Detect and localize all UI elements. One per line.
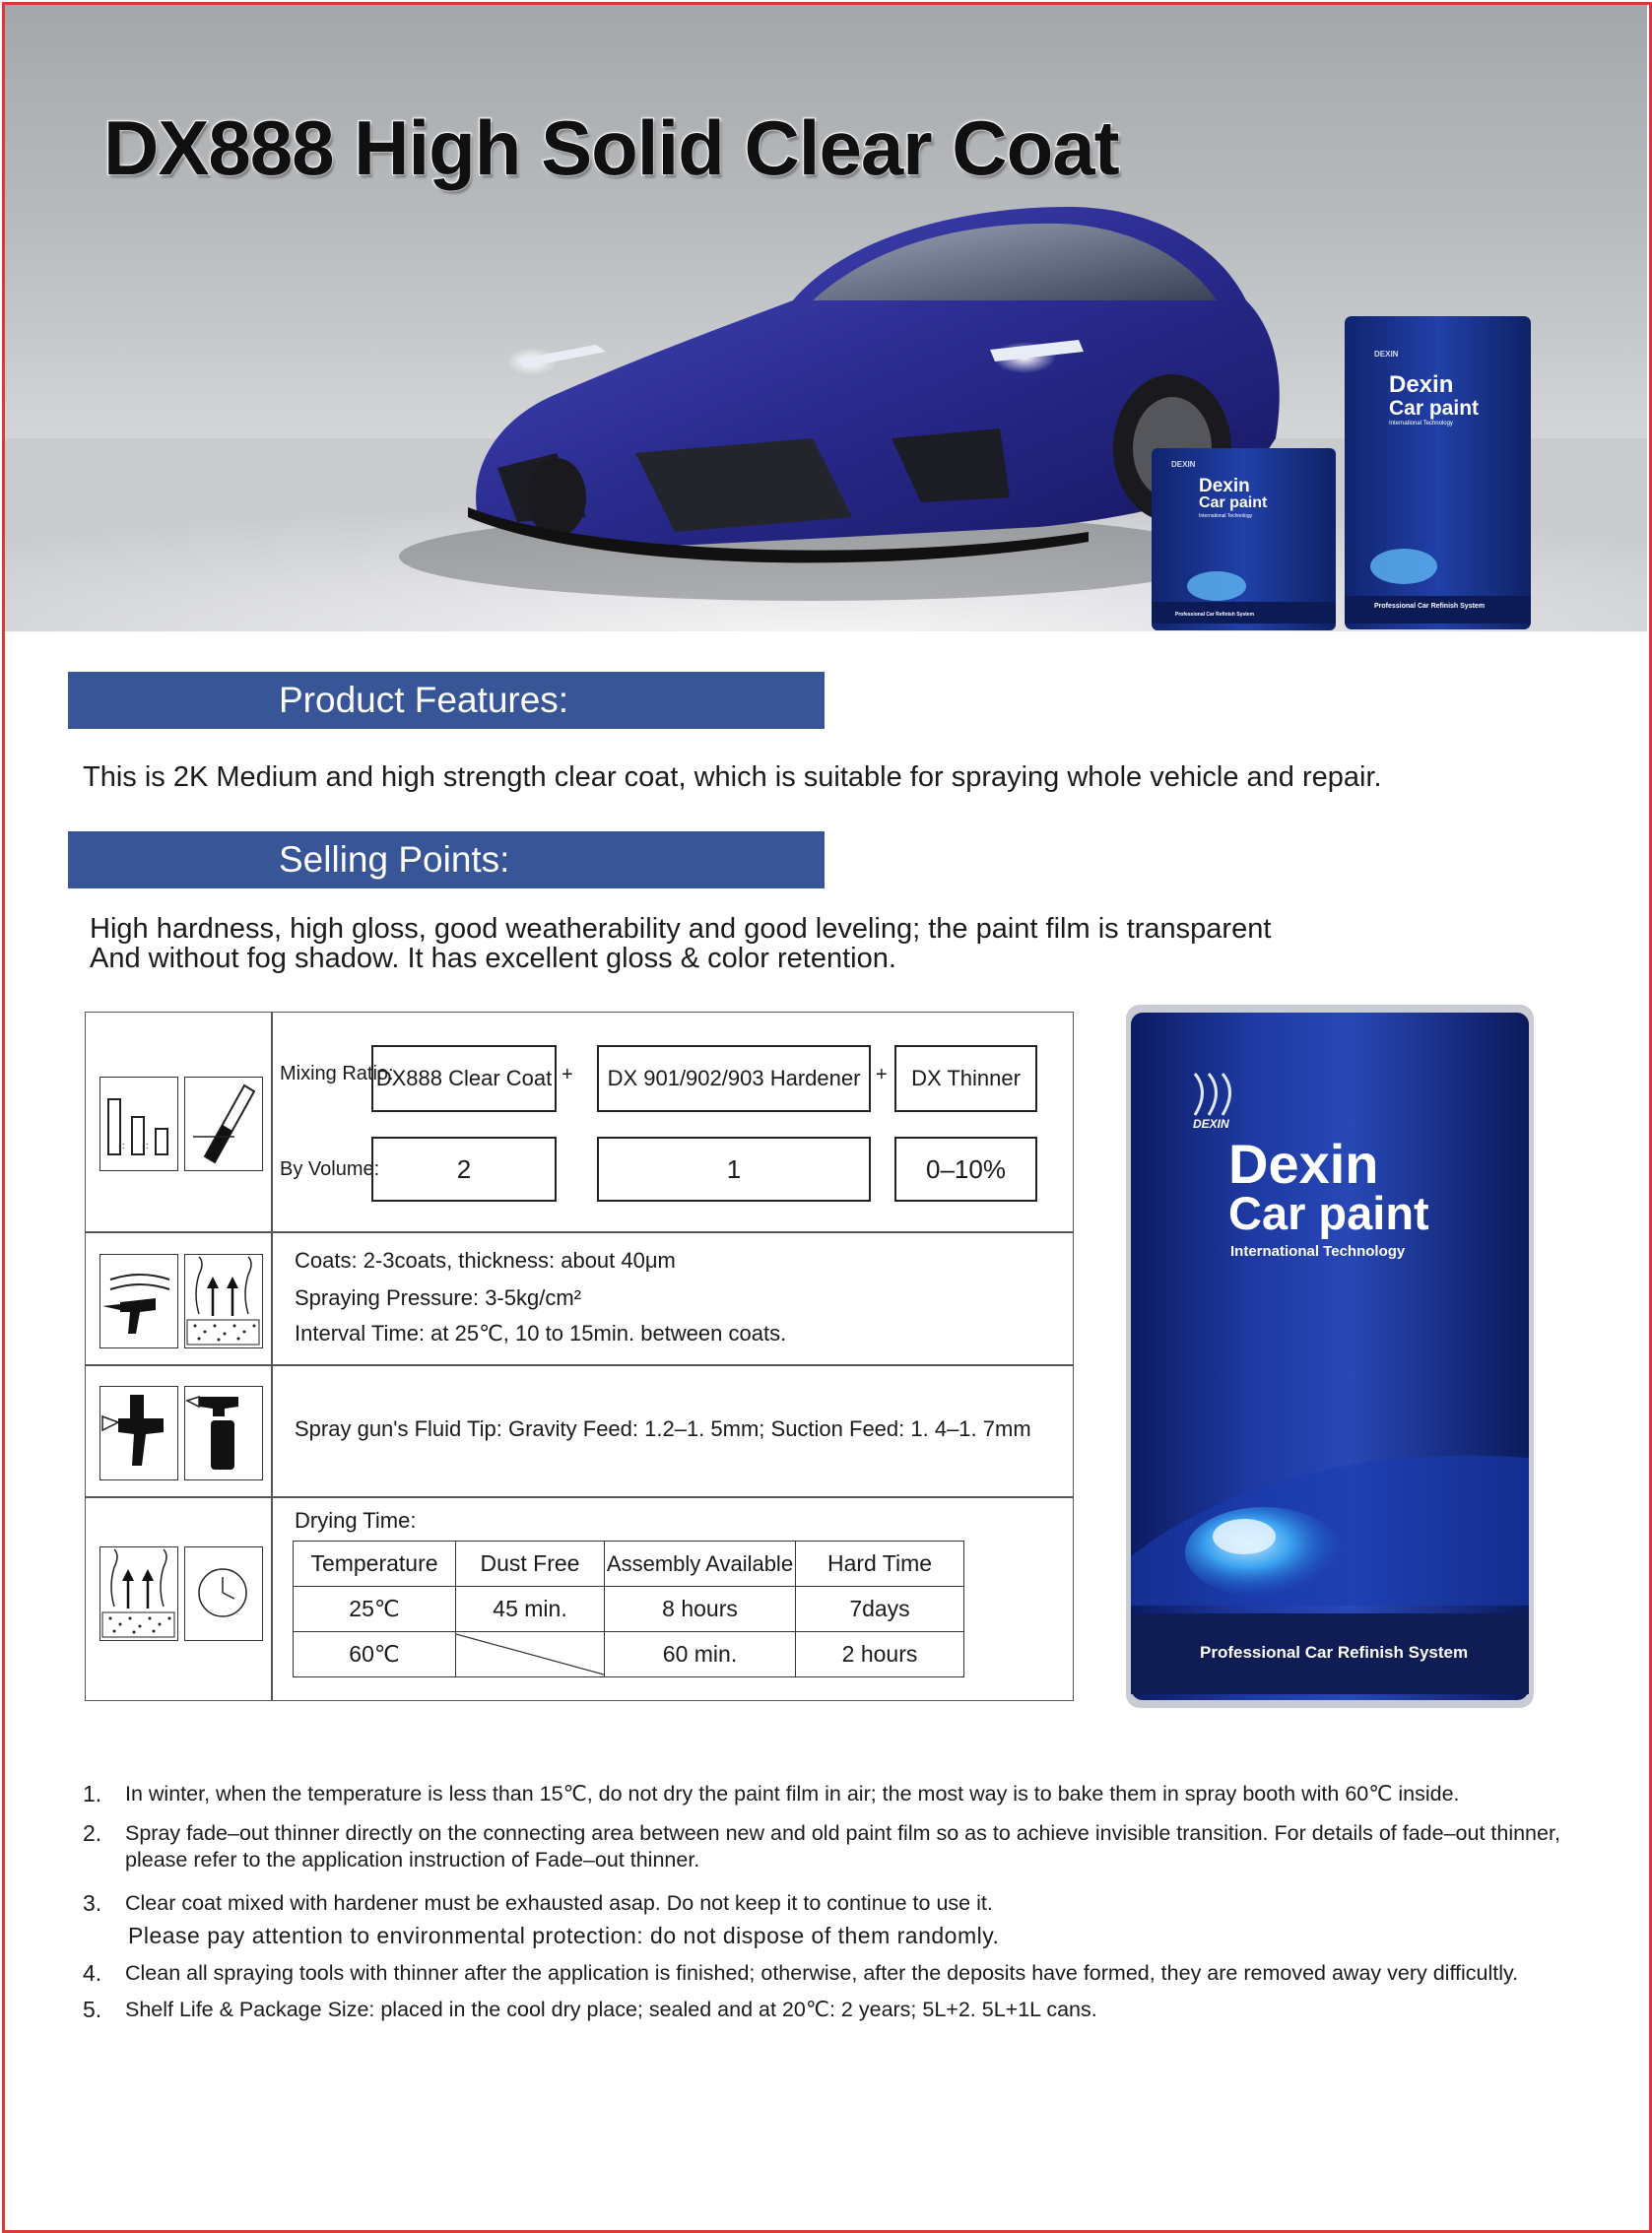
component-thinner: DX Thinner	[894, 1045, 1037, 1112]
can-footer: Professional Car Refinish System	[1200, 1643, 1469, 1662]
fluid-tip-text: Spray gun's Fluid Tip: Gravity Feed: 1.2–1. 5mm; Suction Feed: 1. 4–1. 7mm	[295, 1416, 1031, 1441]
spray-gun-layers-icon	[99, 1254, 178, 1348]
coats-text: Coats: 2-3coats, thickness: about 40μm	[295, 1248, 676, 1273]
drying-time-label: Drying Time:	[295, 1508, 417, 1533]
spec-divider-1	[86, 1231, 1073, 1233]
measuring-stick-icon	[184, 1077, 263, 1171]
drying-heat-icon	[99, 1546, 178, 1641]
note-number: 5.	[83, 1997, 102, 2022]
note-text: Clean all spraying tools with thinner after the application is finished; otherwise, after the deposits have formed, they are removed away very difficultly.	[125, 1961, 1519, 1985]
spec-divider-vertical	[271, 1013, 273, 1700]
drying-cell-temp: 60℃	[294, 1632, 456, 1677]
drying-header-row	[294, 1542, 964, 1587]
note-number: 1.	[83, 1781, 102, 1806]
note-item	[83, 1781, 1600, 1807]
selling-points-heading-text: Selling Points:	[279, 839, 510, 880]
note-item	[83, 1997, 1600, 2023]
mixing-ratio-icon	[99, 1077, 178, 1171]
drying-cell-hard-time: 2 hours	[796, 1632, 964, 1677]
clock-icon	[184, 1546, 263, 1641]
product-features-heading	[68, 672, 825, 729]
spec-table	[85, 1012, 1074, 1701]
component-clear-coat: DX888 Clear Coat	[371, 1045, 557, 1112]
can-brand-small: DEXIN	[1193, 1117, 1229, 1131]
volume-clear-coat: 2	[371, 1137, 557, 1202]
large-can-tagline: International Technology	[1389, 421, 1453, 427]
drying-time-table	[293, 1541, 964, 1677]
drying-cell-assembly: 8 hours	[605, 1587, 796, 1632]
note-text: Clear coat mixed with hardener must be exhausted asap. Do not keep it to continue to use it.	[125, 1891, 993, 1915]
note-extra-text: Please pay attention to environmental protection: do not dispose of them randomly.	[128, 1923, 1000, 1948]
small-can-product: Car paint	[1199, 494, 1268, 511]
small-can-footer: Professional Car Refinish System	[1175, 612, 1255, 618]
paint-can-image	[1126, 1005, 1534, 1708]
large-can-product: Car paint	[1389, 397, 1480, 420]
note-item	[83, 1820, 1560, 1873]
spray-pressure-text: Spraying Pressure: 3-5kg/cm²	[295, 1285, 581, 1310]
large-can-brand-small: DEXIN	[1374, 350, 1399, 359]
large-can-footer: Professional Car Refinish System	[1374, 603, 1486, 610]
plus-sign-2: +	[876, 1064, 888, 1085]
drying-cell-dust-free-na	[456, 1632, 605, 1677]
spec-divider-2	[86, 1364, 1073, 1366]
drying-header-temperature: Temperature	[294, 1542, 456, 1587]
svg-text::: :	[146, 1141, 149, 1150]
hero-banner	[5, 5, 1647, 631]
drying-header-dust-free: Dust Free	[456, 1542, 605, 1587]
interval-time-text: Interval Time: at 25℃, 10 to 15min. between coats.	[295, 1321, 787, 1346]
product-features-heading-text: Product Features:	[279, 680, 569, 720]
note-text: Shelf Life & Package Size: placed in the cool dry place; sealed and at 20℃: 2 years; 5L+2. 5L+1L cans.	[125, 1998, 1097, 2021]
note-number: 2.	[83, 1820, 102, 1846]
product-features-text: This is 2K Medium and high strength clear coat, which is suitable for spraying whole vehicle and repair.	[83, 761, 1382, 793]
spec-divider-3	[86, 1496, 1073, 1498]
gravity-spray-gun-icon	[99, 1386, 178, 1480]
selling-points-heading	[68, 831, 825, 888]
page-title: DX888 High Solid Clear Coat	[103, 104, 1119, 191]
can-tagline: International Technology	[1230, 1243, 1406, 1260]
drying-row-60c	[294, 1632, 964, 1677]
suction-spray-gun-icon	[184, 1386, 263, 1480]
component-hardener: DX 901/902/903 Hardener	[597, 1045, 871, 1112]
small-can-tagline: International Technology	[1199, 513, 1253, 519]
drying-header-assembly: Assembly Available	[605, 1542, 796, 1587]
small-can-brand-small: DEXIN	[1171, 460, 1196, 469]
mixing-ratio-label: Mixing Ratio:	[280, 1063, 394, 1084]
plus-sign-1: +	[562, 1064, 573, 1085]
large-can-brand: Dexin	[1389, 371, 1454, 398]
drying-cell-assembly: 60 min.	[605, 1632, 796, 1677]
svg-text::: :	[122, 1141, 125, 1150]
volume-hardener: 1	[597, 1137, 871, 1202]
note-text: Spray fade–out thinner directly on the connecting area between new and old paint film so as to achieve invisible transition. For details of fade–out thinner, please refer to the application instruction of Fade–out thinner.	[125, 1821, 1560, 1872]
note-number: 3.	[83, 1890, 102, 1916]
drying-arrows-icon	[184, 1254, 263, 1348]
drying-cell-temp: 25℃	[294, 1587, 456, 1632]
can-product: Car paint	[1228, 1187, 1429, 1239]
note-text: In winter, when the temperature is less than 15℃, do not dry the paint film in air; the most way is to bake them in spray booth with 60℃ inside.	[125, 1782, 1460, 1806]
selling-points-line-2: And without fog shadow. It has excellent gloss & color retention.	[90, 943, 896, 974]
drying-cell-dust-free: 45 min.	[456, 1587, 605, 1632]
note-item	[83, 1960, 1600, 1987]
hero-car-illustration	[5, 5, 1647, 631]
drying-row-25c	[294, 1587, 964, 1632]
by-volume-label: By Volume:	[280, 1158, 380, 1180]
selling-points-line-1: High hardness, high gloss, good weatherability and good leveling; the paint film is transparent	[90, 913, 1272, 945]
drying-cell-hard-time: 7days	[796, 1587, 964, 1632]
note-item	[83, 1890, 1600, 1949]
note-number: 4.	[83, 1960, 102, 1986]
drying-header-hard-time: Hard Time	[796, 1542, 964, 1587]
small-can-brand: Dexin	[1199, 476, 1250, 496]
can-brand: Dexin	[1228, 1133, 1379, 1195]
volume-thinner: 0–10%	[894, 1137, 1037, 1202]
